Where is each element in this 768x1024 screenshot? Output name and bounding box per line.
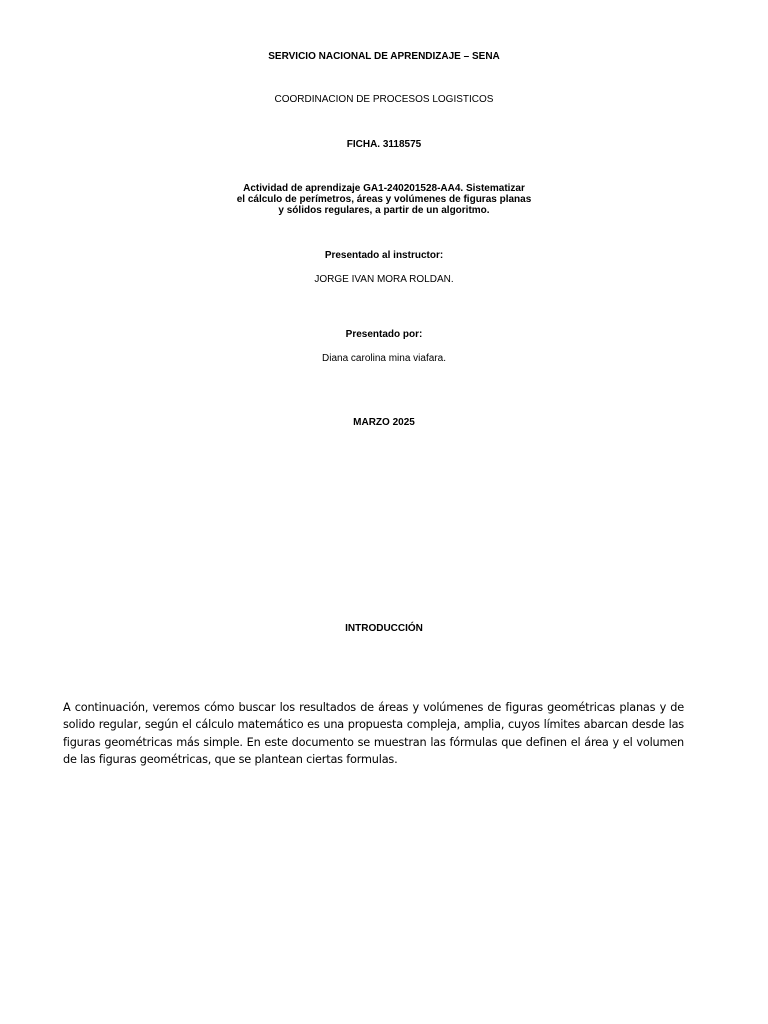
author-label: Presentado por: [345, 329, 423, 340]
activity-title: Actividad de aprendizaje GA1-240201528-AA4. Sistematizar el cálculo de perímetros, áreas y volúmenes de figuras planas y sólidos regulares, a partir de un algoritmo. [236, 183, 532, 216]
instructor-name: JORGE IVAN MORA ROLDAN. [314, 274, 454, 285]
institution-title: SERVICIO NACIONAL DE APRENDIZAJE – SENA [268, 51, 500, 62]
introduction-heading: INTRODUCCIÓN [345, 623, 423, 634]
document-date: MARZO 2025 [353, 417, 415, 428]
author-name: Diana carolina mina viafara. [322, 353, 446, 364]
instructor-label: Presentado al instructor: [324, 250, 444, 261]
ficha-number: FICHA. 3118575 [346, 139, 422, 150]
department-title: COORDINACION DE PROCESOS LOGISTICOS [274, 94, 494, 105]
introduction-paragraph: A continuación, veremos cómo buscar los resultados de áreas y volúmenes de figuras geométricas planas y de solido regular, según el cálculo matemático es una propuesta compleja, amplia, cuyos límites abarcan desde las figuras geométricas más simple. En este documento se muestran las fórmulas que definen el área y el volumen de las figuras geométricas, que se plantean ciertas formulas. [63, 701, 684, 766]
